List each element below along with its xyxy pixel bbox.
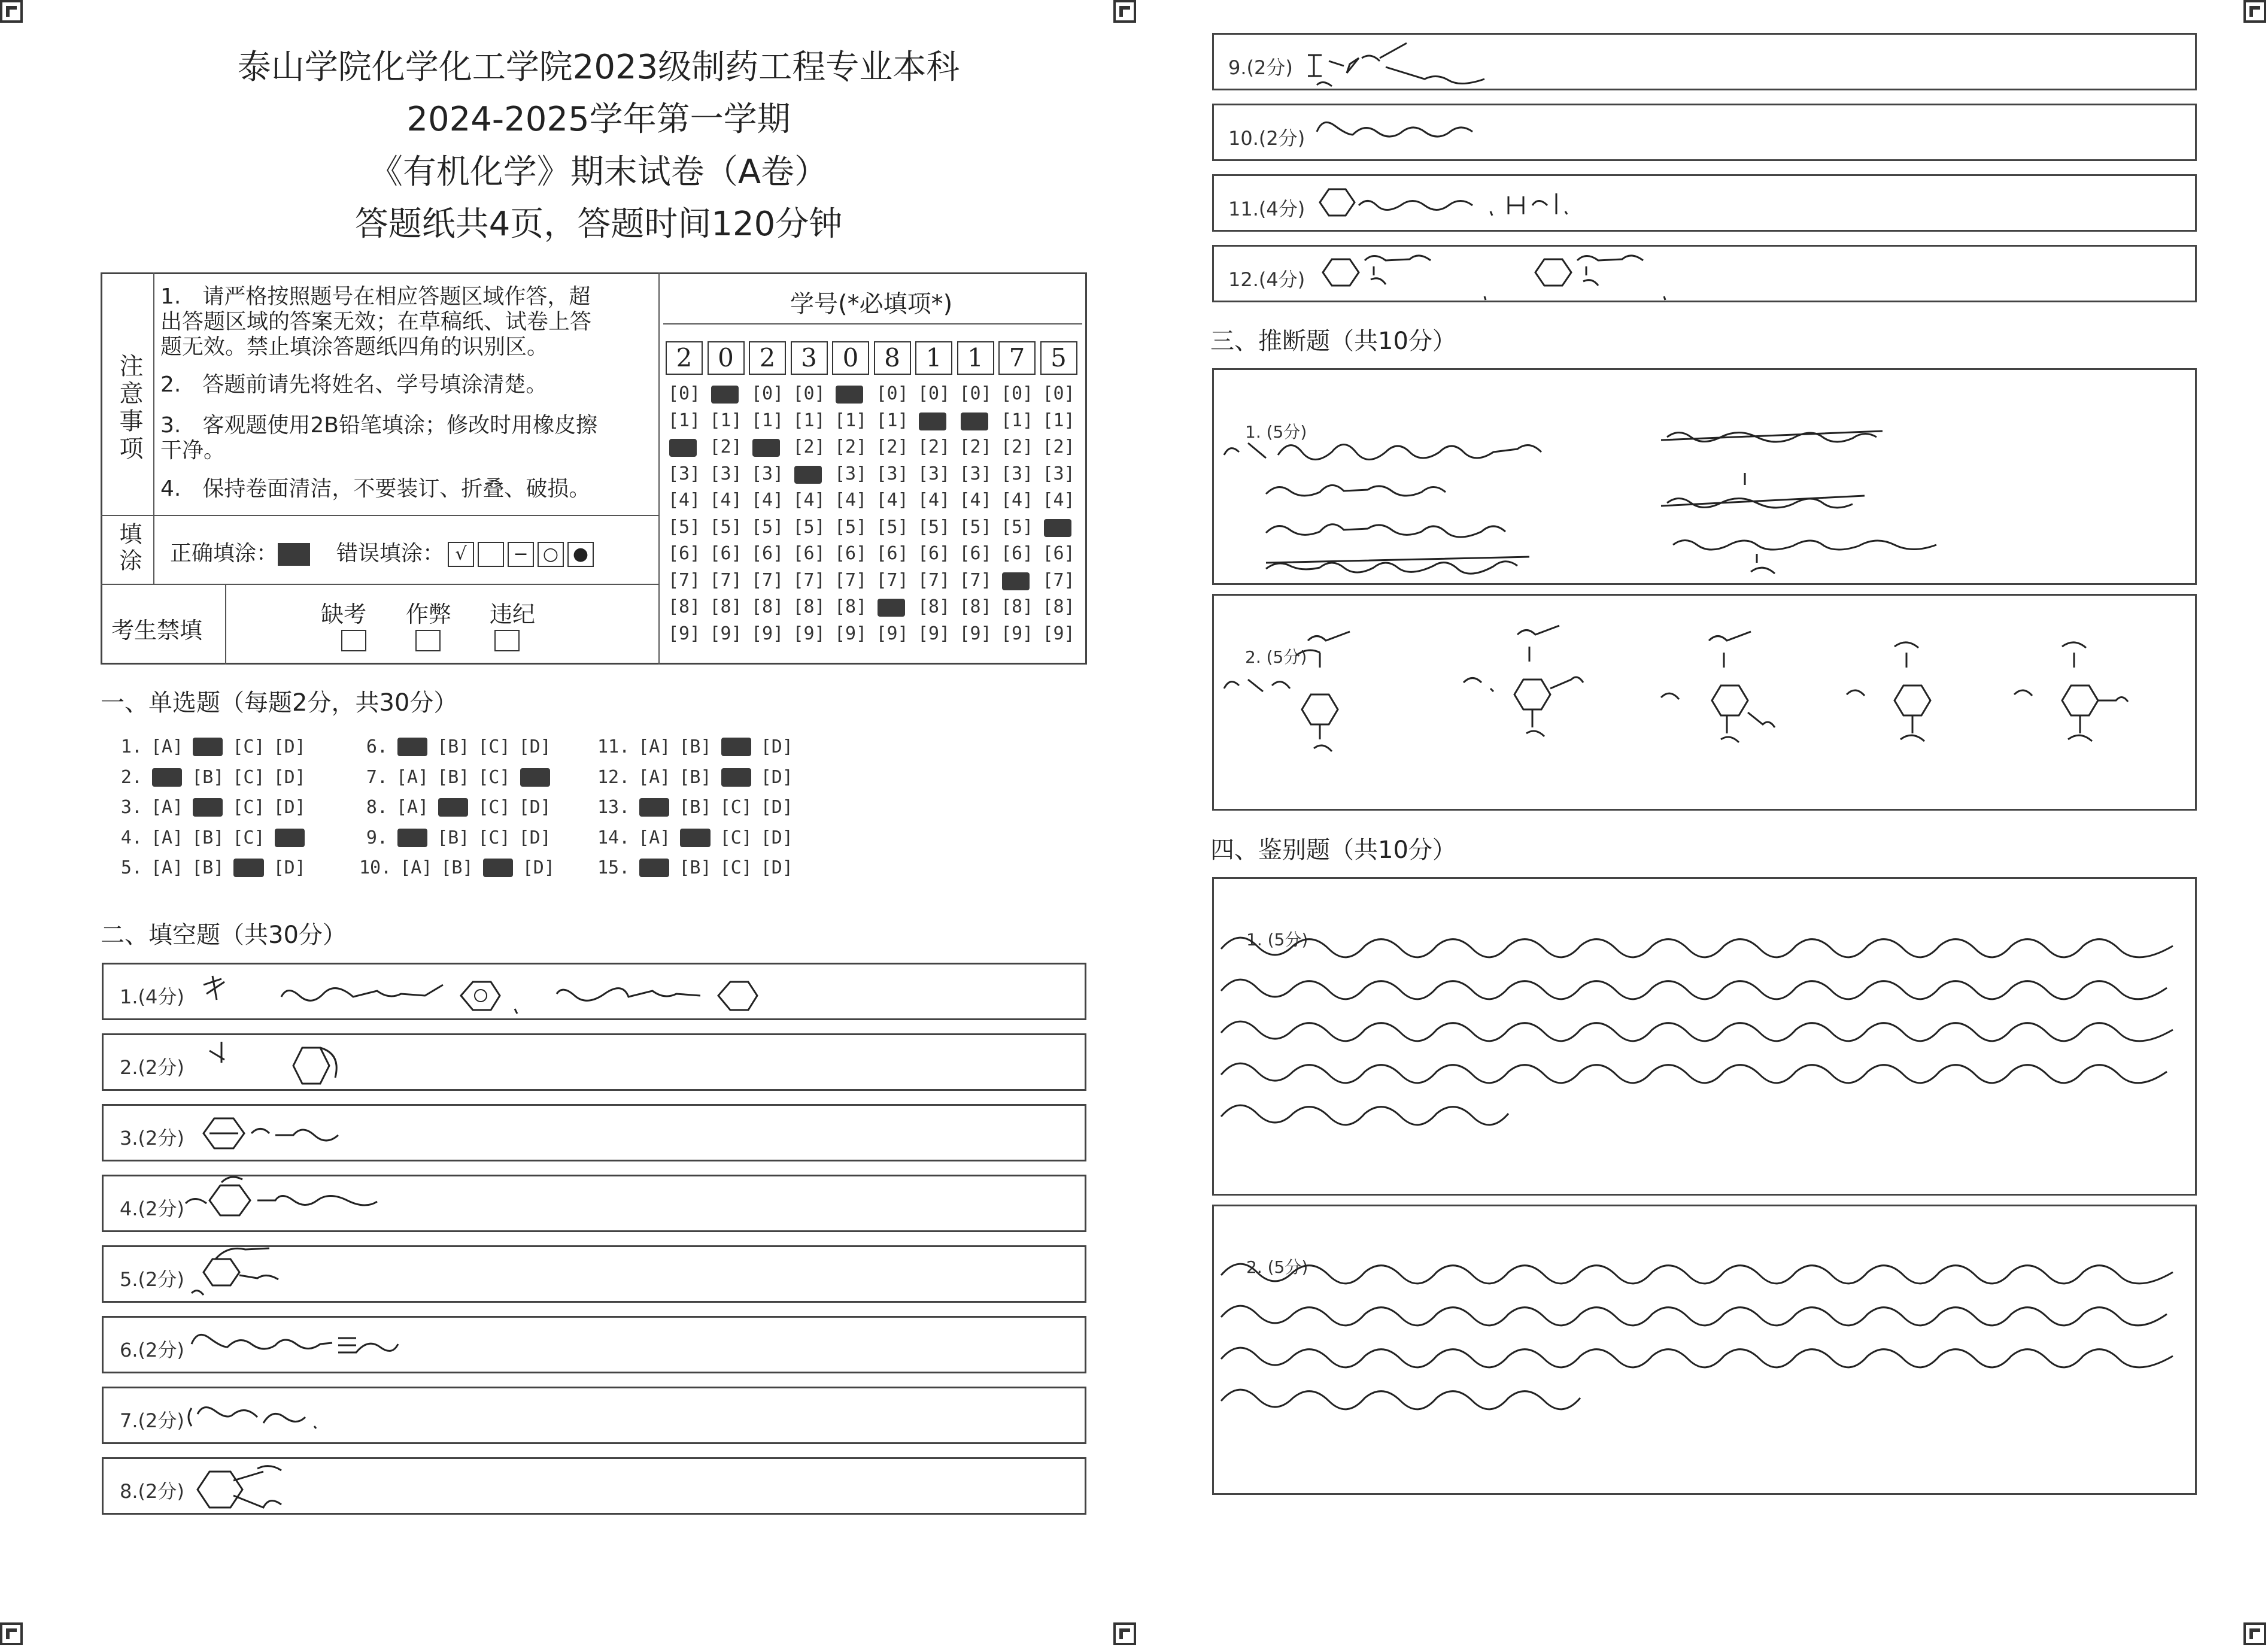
student-id-bubble[interactable]: [9] — [834, 623, 867, 644]
student-id-bubble[interactable]: [1] — [668, 410, 701, 431]
student-id-bubble[interactable]: [0] — [793, 383, 825, 404]
student-id-digit[interactable]: 3 — [791, 341, 828, 375]
mcq-option-bubble[interactable]: [B] — [679, 857, 712, 878]
mcq-option-bubble[interactable] — [519, 767, 551, 788]
student-id-bubble[interactable]: [4] — [918, 490, 951, 511]
mcq-question-row — [114, 797, 306, 818]
student-id-digit[interactable]: 0 — [832, 341, 869, 375]
student-id-bubble[interactable]: [3] — [959, 463, 992, 484]
student-id-bubble[interactable] — [668, 436, 700, 457]
mcq-option-bubble[interactable]: [D] — [760, 736, 793, 757]
wrong-fill-demo — [336, 536, 594, 567]
student-id-bubble[interactable]: [1] — [793, 410, 825, 431]
mcq-question-row — [359, 736, 551, 757]
student-id-bubble[interactable]: [7] — [834, 569, 867, 591]
student-id-bubble[interactable]: [2] — [793, 436, 825, 457]
student-id-bubble[interactable]: [3] — [668, 463, 701, 484]
mcq-option-bubble[interactable]: [D] — [760, 857, 793, 878]
mcq-option-bubble[interactable]: [A] — [638, 827, 671, 848]
mcq-option-bubble[interactable]: [D] — [760, 827, 793, 848]
exam-title-line4: 答题纸共4页，答题时间120分钟 — [354, 205, 843, 244]
fill-question-label: 7.(2分) — [120, 1409, 184, 1432]
mcq-option-bubble[interactable] — [274, 827, 306, 848]
student-id-bubble[interactable]: [9] — [876, 623, 909, 644]
mcq-option-bubble[interactable]: [A] — [151, 857, 184, 878]
student-id-bubble[interactable]: [4] — [1001, 490, 1034, 511]
student-id-bubble[interactable]: [7] — [751, 569, 784, 591]
student-id-bubble[interactable]: [2] — [876, 436, 909, 457]
student-id-bubble[interactable] — [1001, 570, 1033, 591]
wrong-fill-sample: ○ — [538, 542, 564, 567]
mcq-option-bubble[interactable]: [D] — [518, 736, 551, 757]
student-id-bubble[interactable]: [8] — [918, 596, 951, 617]
student-id-digit[interactable]: 2 — [666, 341, 703, 375]
mcq-option-bubble[interactable] — [192, 736, 224, 757]
mcq-question-number: 2. — [120, 766, 142, 788]
student-id-bubble[interactable]: [4] — [1042, 490, 1075, 511]
mcq-option-bubble[interactable] — [638, 797, 670, 818]
student-id-bubble[interactable]: [6] — [1042, 543, 1075, 564]
handwriting-structure — [1305, 242, 1676, 302]
mcq-option-bubble[interactable]: [B] — [437, 827, 470, 848]
mcq-option-bubble[interactable]: [A] — [151, 797, 184, 818]
fill-question-label: 9.(2分) — [1228, 56, 1293, 79]
student-id-bubble[interactable]: [4] — [709, 490, 742, 511]
student-id-bubble[interactable]: [3] — [834, 463, 867, 484]
student-id-bubble[interactable]: [5] — [793, 516, 825, 538]
handwriting-formula — [186, 1390, 341, 1438]
student-id-bubble[interactable]: [9] — [751, 623, 784, 644]
mcq-option-bubble[interactable]: [B] — [679, 797, 712, 818]
student-id-bubble[interactable]: [1] — [834, 410, 867, 431]
fill-question-label: 11.(4分) — [1228, 198, 1305, 220]
exam-title-line1: 泰山学院化学化工学院2023级制药工程专业本科 — [237, 48, 960, 87]
student-id-digit[interactable]: 7 — [998, 341, 1036, 375]
notice-divider — [153, 272, 154, 584]
student-id-bubble[interactable]: [7] — [876, 569, 909, 591]
student-id-bubble[interactable]: [8] — [834, 596, 867, 617]
mcq-question-row — [114, 857, 306, 878]
student-id-bubble[interactable]: [8] — [959, 596, 992, 617]
mcq-question-row — [114, 736, 306, 757]
fill-question-label: 2.(2分) — [120, 1056, 184, 1079]
student-id-bubble[interactable]: [7] — [668, 569, 701, 591]
student-id-bubble[interactable]: [3] — [709, 463, 742, 484]
student-id-bubble[interactable]: [5] — [918, 516, 951, 538]
student-id-bubble[interactable]: [3] — [1042, 463, 1075, 484]
student-id-bubble[interactable]: [5] — [834, 516, 867, 538]
exam-title-line2: 2024-2025学年第一学期 — [406, 100, 791, 139]
student-id-bubble[interactable]: [2] — [918, 436, 951, 457]
student-id-bubble[interactable]: [0] — [959, 383, 992, 404]
mcq-option-bubble[interactable]: [D] — [522, 857, 555, 878]
mcq-question-row — [597, 736, 793, 757]
mcq-option-bubble[interactable] — [720, 736, 752, 757]
mcq-option-bubble[interactable]: [D] — [273, 736, 306, 757]
student-id-bubble[interactable]: [7] — [1042, 569, 1075, 591]
section1-title: 一、单选题（每题2分，共30分） — [101, 689, 458, 717]
corner-mark-top-center — [1113, 0, 1136, 23]
wrong-fill-sample: ● — [567, 542, 594, 567]
student-id-bubble[interactable]: [0] — [1001, 383, 1034, 404]
mcq-option-bubble[interactable]: [A] — [396, 766, 429, 788]
corner-mark-top-left — [0, 0, 23, 23]
mcq-option-bubble[interactable]: [C] — [719, 797, 752, 818]
inference-question-label: 1. (5分) — [1245, 422, 1307, 442]
ban-checkbox-violation[interactable] — [494, 630, 520, 651]
student-id-bubble[interactable] — [960, 410, 992, 431]
student-id-bubble[interactable]: [3] — [751, 463, 784, 484]
handwriting-structure — [174, 1170, 389, 1236]
mcq-option-bubble[interactable]: [B] — [441, 857, 473, 878]
section4-title: 四、鉴别题（共10分） — [1210, 836, 1456, 864]
mcq-question-number: 4. — [120, 827, 142, 848]
wrong-fill-sample — [478, 542, 504, 567]
corner-mark-bottom-center — [1113, 1622, 1136, 1645]
mcq-option-bubble[interactable]: [B] — [192, 857, 224, 878]
notice-divider — [658, 272, 660, 665]
student-id-bubble[interactable]: [1] — [709, 410, 742, 431]
student-id-bubble[interactable]: [8] — [668, 596, 701, 617]
mcq-question-row — [597, 857, 793, 878]
mcq-option-bubble[interactable]: [D] — [273, 797, 306, 818]
student-id-bubble[interactable]: [7] — [709, 569, 742, 591]
mcq-question-number: 8. — [366, 797, 388, 818]
student-id-bubble[interactable]: [4] — [834, 490, 867, 511]
student-id-bubble[interactable]: [5] — [709, 516, 742, 538]
corner-mark-bottom-right — [2243, 1622, 2266, 1645]
handwriting-structure — [1311, 178, 1598, 226]
mcq-option-bubble[interactable]: [C] — [232, 797, 265, 818]
student-id-bubble[interactable]: [5] — [1001, 516, 1034, 538]
mcq-option-bubble[interactable]: [A] — [151, 827, 184, 848]
mcq-question-row — [114, 827, 306, 848]
mcq-option-bubble[interactable] — [638, 857, 670, 878]
mcq-option-bubble[interactable] — [482, 857, 514, 878]
mcq-option-bubble[interactable]: [A] — [396, 797, 429, 818]
mcq-question-row — [597, 797, 793, 818]
student-id-bubble[interactable]: [5] — [959, 516, 992, 538]
mcq-option-bubble[interactable]: [C] — [719, 857, 752, 878]
student-id-bubble[interactable]: [3] — [1001, 463, 1034, 484]
fill-question-label: 8.(2分) — [120, 1480, 184, 1503]
handwriting-answer — [1218, 383, 2188, 581]
student-id-bubble[interactable]: [4] — [876, 490, 909, 511]
student-id-bubble[interactable]: [8] — [709, 596, 742, 617]
wrong-fill-sample: − — [508, 542, 534, 567]
correct-fill-label: 正确填涂： — [170, 541, 278, 566]
student-id-bubble[interactable]: [9] — [668, 623, 701, 644]
handwriting-structure — [180, 1242, 335, 1308]
student-id-bubble[interactable]: [9] — [793, 623, 825, 644]
student-id-digit[interactable]: 5 — [1040, 341, 1077, 375]
student-id-bubble[interactable]: [8] — [793, 596, 825, 617]
mcq-option-bubble[interactable] — [396, 736, 429, 757]
mcq-option-bubble[interactable]: [C] — [478, 797, 511, 818]
section3-title: 三、推断题（共10分） — [1210, 327, 1456, 355]
student-id-bubble[interactable] — [793, 463, 825, 484]
notice-divider — [101, 584, 658, 585]
student-id-bubble[interactable]: [6] — [709, 543, 742, 564]
mcq-option-bubble[interactable] — [396, 827, 429, 848]
mcq-option-bubble[interactable] — [192, 797, 224, 818]
student-id-bubble[interactable]: [1] — [876, 410, 909, 431]
student-id-bubble[interactable]: [2] — [1042, 436, 1075, 457]
student-id-bubble[interactable] — [918, 410, 950, 431]
mcq-option-bubble[interactable]: [D] — [273, 766, 306, 788]
student-id-digit[interactable]: 1 — [915, 341, 952, 375]
handwriting-answer-prose — [1215, 922, 2197, 1173]
student-id-bubble[interactable]: [8] — [751, 596, 784, 617]
student-id-bubble[interactable]: [2] — [834, 436, 867, 457]
ban-checkbox-absent[interactable] — [341, 630, 366, 651]
student-id-bubble[interactable]: [6] — [834, 543, 867, 564]
mcq-option-bubble[interactable]: [C] — [232, 827, 265, 848]
mcq-question-row — [114, 767, 306, 788]
ban-item-cheat: 作弊 — [406, 601, 452, 627]
mcq-option-bubble[interactable]: [C] — [232, 736, 265, 757]
notice-rule: 4. 保持卷面清洁，不要装订、折叠、破损。 — [160, 477, 591, 501]
mcq-question-number: 11. — [597, 736, 630, 757]
fill-question-label: 1.(4分) — [120, 985, 184, 1008]
student-id-bubble[interactable]: [6] — [751, 543, 784, 564]
mcq-question-number: 1. — [120, 736, 142, 757]
correct-fill-sample — [278, 543, 310, 566]
student-id-bubble[interactable]: [4] — [959, 490, 992, 511]
handwriting-formula — [186, 1320, 401, 1368]
student-id-bubble[interactable]: [7] — [793, 569, 825, 591]
mcq-option-bubble[interactable]: [A] — [400, 857, 433, 878]
mcq-question-number: 13. — [597, 797, 630, 818]
fill-question-label: 3.(2分) — [120, 1127, 184, 1149]
student-id-bubble[interactable] — [710, 383, 742, 404]
mcq-option-bubble[interactable]: [B] — [192, 827, 224, 848]
student-id-bubble[interactable]: [1] — [1001, 410, 1034, 431]
student-id-bubble[interactable]: [8] — [1042, 596, 1075, 617]
student-id-bubble[interactable]: [9] — [1001, 623, 1034, 644]
ban-item-absent: 缺考 — [321, 601, 367, 627]
student-id-bubble[interactable]: [9] — [1042, 623, 1075, 644]
exam-title-line3: 《有机化学》期末试卷（A卷） — [369, 153, 828, 192]
mcq-question-row — [359, 797, 551, 818]
mcq-question-row — [359, 857, 555, 878]
student-id-bubble[interactable]: [5] — [668, 516, 701, 538]
student-id-bubble[interactable]: [6] — [668, 543, 701, 564]
fill-label: 填涂 — [116, 522, 142, 575]
mcq-option-bubble[interactable]: [B] — [679, 766, 712, 788]
student-id-bubble[interactable]: [7] — [918, 569, 951, 591]
student-id-bubble[interactable]: [2] — [1001, 436, 1034, 457]
handwriting-structure — [192, 1106, 371, 1160]
mcq-question-row — [359, 827, 551, 848]
notice-rule: 2. 答题前请先将姓名、学号填涂清楚。 — [160, 372, 548, 397]
mcq-question-row — [597, 827, 793, 848]
student-id-bubble[interactable]: [4] — [793, 490, 825, 511]
mcq-option-bubble[interactable]: [B] — [437, 766, 470, 788]
handwriting-structure — [1305, 37, 1544, 91]
student-id-bubble[interactable]: [9] — [709, 623, 742, 644]
notice-rule: 出答题区域的答案无效；在草稿纸、试卷上答 — [160, 310, 592, 334]
mcq-option-bubble[interactable]: [A] — [151, 736, 184, 757]
corner-mark-top-right — [2243, 0, 2266, 23]
inference-question-label: 2. (5分) — [1245, 647, 1307, 667]
student-id-bubble[interactable]: [9] — [959, 623, 992, 644]
student-id-bubble[interactable]: [0] — [918, 383, 951, 404]
student-id-bubble[interactable]: [4] — [751, 490, 784, 511]
mcq-option-bubble[interactable]: [C] — [478, 827, 511, 848]
mcq-option-bubble[interactable]: [B] — [679, 736, 712, 757]
notice-rule: 干净。 — [160, 438, 226, 463]
student-id-bubble[interactable]: [4] — [668, 490, 701, 511]
student-id-bubble[interactable]: [6] — [793, 543, 825, 564]
student-id-bubble[interactable] — [876, 596, 909, 617]
student-id-bubble[interactable]: [5] — [876, 516, 909, 538]
fill-question-label: 12.(4分) — [1228, 268, 1305, 291]
student-id-bubble[interactable]: [2] — [709, 436, 742, 457]
ban-checkbox-cheat[interactable] — [415, 630, 441, 651]
mcq-option-bubble[interactable] — [232, 857, 265, 878]
student-id-bubble[interactable]: [0] — [751, 383, 784, 404]
student-id-bubble[interactable] — [1043, 517, 1075, 538]
student-id-bubble[interactable]: [3] — [876, 463, 909, 484]
mcq-question-number: 5. — [120, 857, 142, 878]
fill-question-label: 6.(2分) — [120, 1339, 184, 1361]
mcq-question-number: 9. — [366, 827, 388, 848]
student-id-bubble[interactable]: [0] — [1042, 383, 1075, 404]
mcq-question-number: 12. — [597, 766, 630, 788]
notice-rule: 题无效。禁止填涂答题纸四角的识别区。 — [160, 335, 549, 359]
student-id-digit[interactable]: 0 — [708, 341, 745, 375]
mcq-option-bubble[interactable] — [437, 797, 469, 818]
mcq-option-bubble[interactable] — [720, 767, 752, 788]
mcq-option-bubble[interactable] — [151, 767, 183, 788]
mcq-question-row — [597, 767, 793, 788]
handwriting-answer-prose — [1215, 1248, 2197, 1446]
mcq-option-bubble[interactable]: [D] — [760, 766, 793, 788]
mcq-question-number: 15. — [597, 857, 630, 878]
student-id-bubble[interactable] — [751, 436, 784, 457]
student-id-digit[interactable]: 1 — [957, 341, 994, 375]
identification-question-label: 1. (5分) — [1246, 930, 1308, 950]
notice-divider — [225, 584, 226, 665]
notice-rule: 1. 请严格按照题号在相应答题区域作答，超 — [160, 284, 591, 309]
mcq-question-number: 6. — [366, 736, 388, 757]
fill-question-label: 10.(2分) — [1228, 127, 1305, 150]
corner-mark-bottom-left — [0, 1622, 23, 1645]
student-id-bubble[interactable]: [2] — [959, 436, 992, 457]
wrong-fill-label: 错误填涂： — [336, 541, 445, 566]
handwriting-formula — [1311, 108, 1490, 156]
handwriting-structure — [198, 967, 796, 1021]
mcq-option-bubble[interactable] — [679, 827, 711, 848]
mcq-option-bubble[interactable]: [D] — [518, 827, 551, 848]
fill-question-label: 4.(2分) — [120, 1197, 184, 1220]
notice-divider — [101, 515, 658, 516]
mcq-option-bubble[interactable]: [A] — [638, 736, 671, 757]
mcq-option-bubble[interactable]: [B] — [437, 736, 470, 757]
mcq-question-number: 3. — [120, 797, 142, 818]
mcq-question-number: 10. — [359, 857, 392, 878]
student-id-digit[interactable]: 8 — [874, 341, 911, 375]
mcq-option-bubble[interactable]: [D] — [273, 857, 306, 878]
wrong-fill-sample: √ — [448, 542, 474, 567]
mcq-option-bubble[interactable]: [B] — [192, 766, 224, 788]
mcq-option-bubble[interactable]: [D] — [518, 797, 551, 818]
mcq-option-bubble[interactable]: [C] — [232, 766, 265, 788]
ban-item-violation: 违纪 — [490, 601, 536, 627]
section2-title: 二、填空题（共30分） — [101, 921, 347, 949]
handwriting-structure — [186, 1460, 305, 1519]
notice-rule: 3. 客观题使用2B铅笔填涂；修改时用橡皮擦 — [160, 413, 597, 438]
student-id-bubble[interactable]: [6] — [876, 543, 909, 564]
ban-label: 考生禁填 — [111, 617, 203, 644]
student-id-bubble[interactable]: [1] — [1042, 410, 1075, 431]
student-id-bubble[interactable] — [834, 383, 867, 404]
mcq-option-bubble[interactable]: [D] — [760, 797, 793, 818]
student-id-bubble[interactable]: [1] — [751, 410, 784, 431]
student-id-bubble[interactable]: [9] — [918, 623, 951, 644]
student-id-bubble[interactable]: [3] — [918, 463, 951, 484]
handwriting-answer — [1218, 605, 2188, 808]
student-id-digit[interactable]: 2 — [749, 341, 786, 375]
student-id-bubble[interactable]: [5] — [751, 516, 784, 538]
student-id-bubble[interactable]: [0] — [876, 383, 909, 404]
mcq-question-number: 7. — [366, 766, 388, 788]
mcq-option-bubble[interactable]: [A] — [638, 766, 671, 788]
handwriting-structure — [198, 1036, 377, 1090]
identification-question-label: 2. (5分) — [1246, 1257, 1308, 1277]
mcq-option-bubble[interactable]: [C] — [478, 766, 511, 788]
student-id-bubble[interactable]: [6] — [959, 543, 992, 564]
student-id-bubble[interactable]: [7] — [959, 569, 992, 591]
student-id-bubble[interactable]: [6] — [918, 543, 951, 564]
mcq-question-row — [359, 767, 551, 788]
fill-question-label: 5.(2分) — [120, 1268, 184, 1291]
notice-label: 注意事项 — [116, 353, 143, 463]
notice-divider — [663, 323, 1082, 324]
student-id-bubble[interactable]: [0] — [668, 383, 701, 404]
student-id-bubble[interactable]: [6] — [1001, 543, 1034, 564]
student-id-bubble[interactable]: [8] — [1001, 596, 1034, 617]
correct-fill-demo — [170, 536, 310, 567]
mcq-question-number: 14. — [597, 827, 630, 848]
student-id-title: 学号(*必填项*) — [790, 290, 953, 318]
mcq-option-bubble[interactable]: [C] — [719, 827, 752, 848]
mcq-option-bubble[interactable]: [C] — [478, 736, 511, 757]
